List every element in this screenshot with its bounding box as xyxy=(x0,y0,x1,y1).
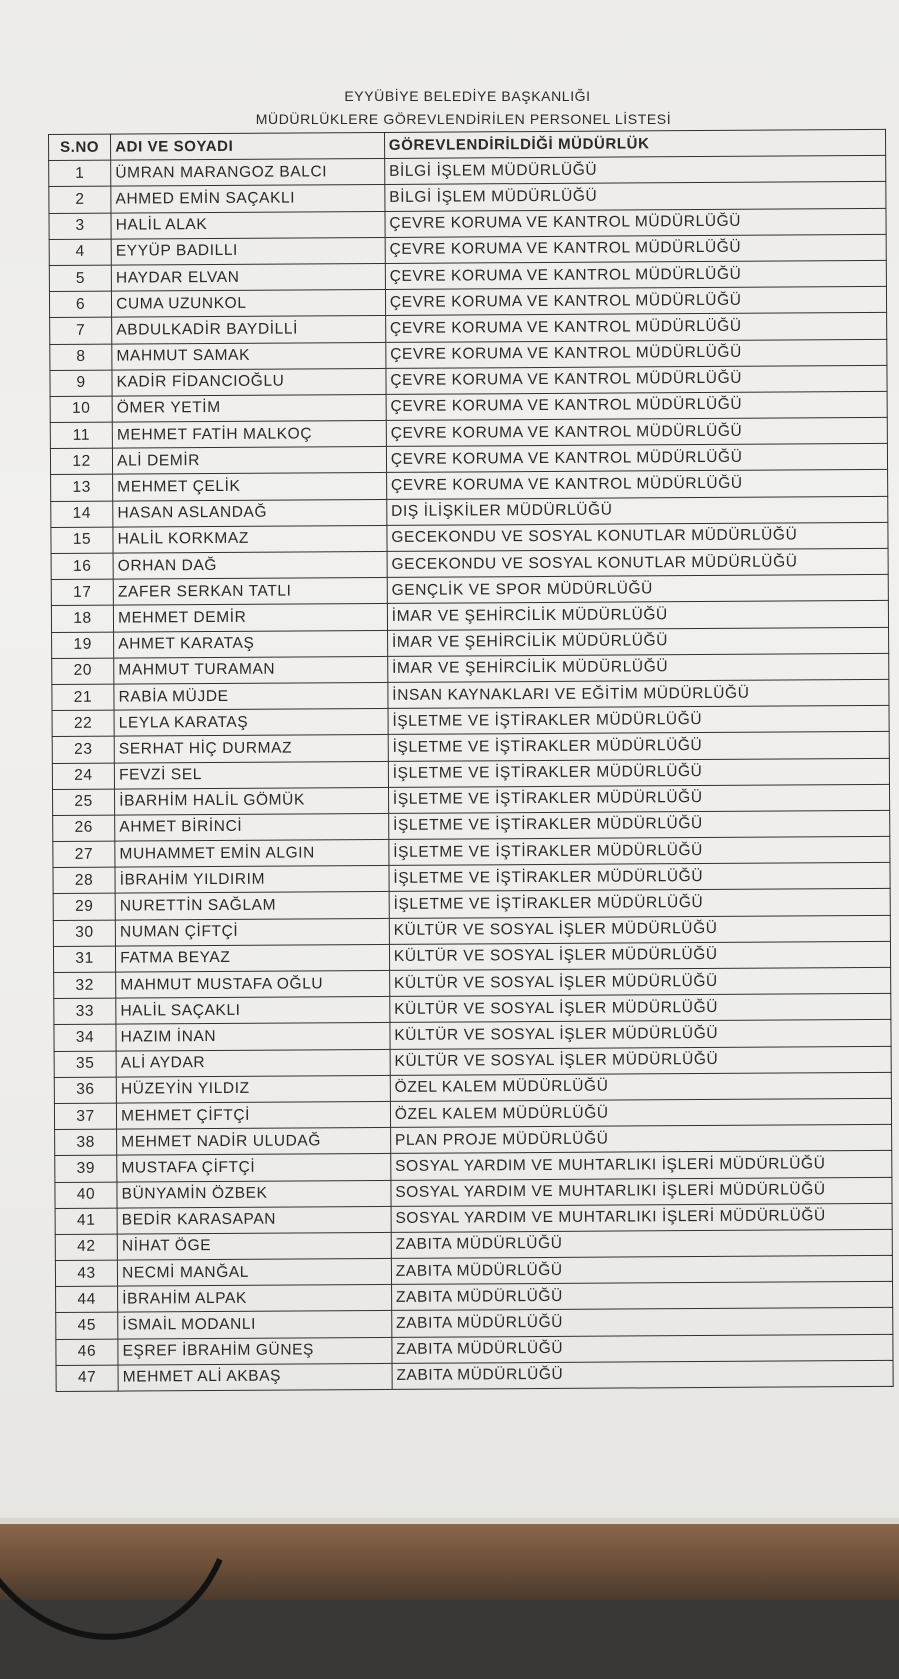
row-department: ÇEVRE KORUMA VE KANTROL MÜDÜRLÜĞÜ xyxy=(386,339,887,368)
personnel-table xyxy=(48,129,894,1392)
row-number: 38 xyxy=(55,1129,117,1156)
row-department: KÜLTÜR VE SOSYAL İŞLER MÜDÜRLÜĞÜ xyxy=(389,967,890,996)
row-number: 4 xyxy=(49,239,111,266)
row-department: İŞLETME VE İŞTİRAKLER MÜDÜRLÜĞÜ xyxy=(389,889,890,918)
row-name: ZAFER SERKAN TATLI xyxy=(113,578,387,606)
row-name: HAYDAR ELVAN xyxy=(111,263,385,291)
row-department: ZABITA MÜDÜRLÜĞÜ xyxy=(391,1229,892,1258)
row-name: İBRAHİM ALPAK xyxy=(118,1285,392,1313)
row-number: 2 xyxy=(49,186,111,213)
row-name: NECMİ MANĞAL xyxy=(118,1258,392,1286)
row-department: ZABITA MÜDÜRLÜĞÜ xyxy=(391,1282,892,1311)
row-number: 26 xyxy=(53,815,115,842)
row-name: MUSTAFA ÇİFTÇİ xyxy=(117,1154,391,1182)
row-department: ZABITA MÜDÜRLÜĞÜ xyxy=(391,1255,892,1284)
row-number: 1 xyxy=(49,160,111,187)
row-name: HALİL KORKMAZ xyxy=(113,525,387,553)
row-number: 12 xyxy=(50,448,112,475)
row-department: ZABITA MÜDÜRLÜĞÜ xyxy=(392,1360,893,1389)
row-name: FATMA BEYAZ xyxy=(116,944,390,972)
row-number: 35 xyxy=(54,1051,116,1078)
row-name: LEYLA KARATAŞ xyxy=(114,709,388,737)
row-number: 22 xyxy=(52,710,114,737)
row-number: 30 xyxy=(53,920,115,947)
row-department: İNSAN KAYNAKLARI VE EĞİTİM MÜDÜRLÜĞÜ xyxy=(388,679,889,708)
row-number: 28 xyxy=(53,867,115,894)
row-number: 36 xyxy=(54,1077,116,1104)
row-department: ÇEVRE KORUMA VE KANTROL MÜDÜRLÜĞÜ xyxy=(385,313,886,342)
row-department: İŞLETME VE İŞTİRAKLER MÜDÜRLÜĞÜ xyxy=(389,836,890,865)
row-name: BEDİR KARASAPAN xyxy=(117,1206,391,1234)
row-number: 7 xyxy=(50,317,112,344)
header-sno: S.NO xyxy=(49,134,111,161)
row-department: ÇEVRE KORUMA VE KANTROL MÜDÜRLÜĞÜ xyxy=(385,260,886,289)
row-number: 47 xyxy=(56,1365,118,1392)
row-department: GECEKONDU VE SOSYAL KONUTLAR MÜDÜRLÜĞÜ xyxy=(387,548,888,577)
row-department: KÜLTÜR VE SOSYAL İŞLER MÜDÜRLÜĞÜ xyxy=(390,994,891,1023)
row-name: NURETTİN SAĞLAM xyxy=(115,892,389,920)
row-department: SOSYAL YARDIM VE MUHTARLIKI İŞLERİ MÜDÜRLÜĞÜ xyxy=(391,1177,892,1206)
row-name: MEHMET ÇİFTÇİ xyxy=(117,1101,391,1129)
row-name: AHMED EMİN SAÇAKLI xyxy=(111,185,385,213)
row-number: 19 xyxy=(52,632,114,659)
row-name: MEHMET ÇELİK xyxy=(113,473,387,501)
row-name: NİHAT ÖGE xyxy=(117,1232,391,1260)
row-number: 11 xyxy=(50,422,112,449)
row-number: 6 xyxy=(49,291,111,318)
document-subtitle: MÜDÜRLÜKLERE GÖREVLENDİRİLEN PERSONEL LİSTESİ xyxy=(255,111,672,127)
row-department: ÇEVRE KORUMA VE KANTROL MÜDÜRLÜĞÜ xyxy=(386,391,887,420)
row-name: AHMET BİRİNCİ xyxy=(115,813,389,841)
row-name: ORHAN DAĞ xyxy=(113,551,387,579)
header-department: GÖREVLENDİRİLDİĞİ MÜDÜRLÜK xyxy=(384,129,885,158)
table-row xyxy=(56,1360,893,1391)
row-department: SOSYAL YARDIM VE MUHTARLIKI İŞLERİ MÜDÜRLÜĞÜ xyxy=(391,1203,892,1232)
table-body xyxy=(49,156,894,1392)
row-number: 20 xyxy=(52,658,114,685)
row-name: ÜMRAN MARANGOZ BALCI xyxy=(111,159,385,187)
row-department: DIŞ İLİŞKİLER MÜDÜRLÜĞÜ xyxy=(387,496,888,525)
row-department: ÖZEL KALEM MÜDÜRLÜĞÜ xyxy=(390,1098,891,1127)
row-name: ABDULKADİR BAYDİLLİ xyxy=(112,316,386,344)
row-name: MAHMUT MUSTAFA OĞLU xyxy=(116,970,390,998)
row-name: SERHAT HİÇ DURMAZ xyxy=(114,735,388,763)
row-department: ÇEVRE KORUMA VE KANTROL MÜDÜRLÜĞÜ xyxy=(385,287,886,316)
row-number: 14 xyxy=(51,501,113,528)
row-number: 44 xyxy=(56,1286,118,1313)
row-department: GENÇLİK VE SPOR MÜDÜRLÜĞÜ xyxy=(387,575,888,604)
row-number: 9 xyxy=(50,370,112,397)
row-name: EŞREF İBRAHİM GÜNEŞ xyxy=(118,1337,392,1365)
row-name: MEHMET NADİR ULUDAĞ xyxy=(117,1128,391,1156)
row-number: 21 xyxy=(52,684,114,711)
row-name: MAHMUT TURAMAN xyxy=(114,656,388,684)
row-name: FEVZİ SEL xyxy=(114,761,388,789)
row-name: KADİR FİDANCIOĞLU xyxy=(112,368,386,396)
row-name: İBARHİM HALİL GÖMÜK xyxy=(115,787,389,815)
row-department: ZABITA MÜDÜRLÜĞÜ xyxy=(392,1334,893,1363)
row-name: HÜZEYİN YILDIZ xyxy=(116,1075,390,1103)
row-number: 15 xyxy=(51,527,113,554)
row-number: 10 xyxy=(50,396,112,423)
row-number: 41 xyxy=(55,1208,117,1235)
row-number: 5 xyxy=(49,265,111,292)
row-department: ÇEVRE KORUMA VE KANTROL MÜDÜRLÜĞÜ xyxy=(386,417,887,446)
row-number: 29 xyxy=(53,894,115,921)
row-number: 40 xyxy=(55,1182,117,1209)
row-department: İŞLETME VE İŞTİRAKLER MÜDÜRLÜĞÜ xyxy=(388,758,889,787)
row-number: 43 xyxy=(55,1260,117,1287)
row-number: 8 xyxy=(50,344,112,371)
row-department: GECEKONDU VE SOSYAL KONUTLAR MÜDÜRLÜĞÜ xyxy=(387,522,888,551)
row-department: KÜLTÜR VE SOSYAL İŞLER MÜDÜRLÜĞÜ xyxy=(389,941,890,970)
row-number: 3 xyxy=(49,213,111,240)
row-name: HAZIM İNAN xyxy=(116,1023,390,1051)
row-department: BİLGİ İŞLEM MÜDÜRLÜĞÜ xyxy=(384,156,885,185)
row-number: 42 xyxy=(55,1234,117,1261)
row-name: BÜNYAMİN ÖZBEK xyxy=(117,1180,391,1208)
row-number: 45 xyxy=(56,1313,118,1340)
row-name: HALİL SAÇAKLI xyxy=(116,997,390,1025)
row-number: 31 xyxy=(53,946,115,973)
row-department: İŞLETME VE İŞTİRAKLER MÜDÜRLÜĞÜ xyxy=(388,732,889,761)
row-number: 33 xyxy=(54,998,116,1025)
row-number: 17 xyxy=(51,579,113,606)
row-name: RABİA MÜJDE xyxy=(114,682,388,710)
row-number: 25 xyxy=(53,789,115,816)
row-name: MUHAMMET EMİN ALGIN xyxy=(115,839,389,867)
row-department: İMAR VE ŞEHİRCİLİK MÜDÜRLÜĞÜ xyxy=(388,653,889,682)
row-department: İŞLETME VE İŞTİRAKLER MÜDÜRLÜĞÜ xyxy=(388,810,889,839)
row-department: SOSYAL YARDIM VE MUHTARLIKI İŞLERİ MÜDÜRLÜĞÜ xyxy=(391,1151,892,1180)
row-department: KÜLTÜR VE SOSYAL İŞLER MÜDÜRLÜĞÜ xyxy=(389,915,890,944)
row-department: İŞLETME VE İŞTİRAKLER MÜDÜRLÜĞÜ xyxy=(388,705,889,734)
row-name: HALİL ALAK xyxy=(111,211,385,239)
row-name: İBRAHİM YILDIRIM xyxy=(115,866,389,894)
header-name: ADI VE SOYADI xyxy=(111,132,385,160)
row-name: MEHMET FATİH MALKOÇ xyxy=(112,421,386,449)
row-number: 32 xyxy=(54,972,116,999)
row-name: CUMA UZUNKOL xyxy=(112,290,386,318)
row-number: 13 xyxy=(51,475,113,502)
row-department: ÇEVRE KORUMA VE KANTROL MÜDÜRLÜĞÜ xyxy=(386,365,887,394)
row-number: 34 xyxy=(54,1024,116,1051)
row-department: İŞLETME VE İŞTİRAKLER MÜDÜRLÜĞÜ xyxy=(388,784,889,813)
row-name: İSMAİL MODANLI xyxy=(118,1311,392,1339)
row-number: 16 xyxy=(51,553,113,580)
row-name: MAHMUT SAMAK xyxy=(112,342,386,370)
row-name: ALİ DEMİR xyxy=(113,447,387,475)
row-department: ÇEVRE KORUMA VE KANTROL MÜDÜRLÜĞÜ xyxy=(386,470,887,499)
row-name: AHMET KARATAŞ xyxy=(114,630,388,658)
row-department: KÜLTÜR VE SOSYAL İŞLER MÜDÜRLÜĞÜ xyxy=(390,1020,891,1049)
row-number: 18 xyxy=(51,605,113,632)
row-department: ÇEVRE KORUMA VE KANTROL MÜDÜRLÜĞÜ xyxy=(385,208,886,237)
row-department: KÜLTÜR VE SOSYAL İŞLER MÜDÜRLÜĞÜ xyxy=(390,1046,891,1075)
row-name: ÖMER YETİM xyxy=(112,394,386,422)
row-name: MEHMET DEMİR xyxy=(114,604,388,632)
row-name: HASAN ASLANDAĞ xyxy=(113,499,387,527)
row-name: MEHMET ALİ AKBAŞ xyxy=(118,1363,392,1391)
row-department: İMAR VE ŞEHİRCİLİK MÜDÜRLÜĞÜ xyxy=(387,601,888,630)
row-number: 39 xyxy=(55,1155,117,1182)
row-number: 27 xyxy=(53,841,115,868)
row-name: ALİ AYDAR xyxy=(116,1049,390,1077)
row-department: İMAR VE ŞEHİRCİLİK MÜDÜRLÜĞÜ xyxy=(387,627,888,656)
row-department: ÇEVRE KORUMA VE KANTROL MÜDÜRLÜĞÜ xyxy=(386,444,887,473)
row-name: EYYÜP BADILLI xyxy=(111,237,385,265)
document-title: EYYÜBİYE BELEDİYE BAŞKANLIĞI xyxy=(344,88,591,104)
row-number: 24 xyxy=(52,763,114,790)
row-name: NUMAN ÇİFTÇİ xyxy=(115,918,389,946)
row-department: ÖZEL KALEM MÜDÜRLÜĞÜ xyxy=(390,1072,891,1101)
row-department: İŞLETME VE İŞTİRAKLER MÜDÜRLÜĞÜ xyxy=(389,863,890,892)
row-department: ÇEVRE KORUMA VE KANTROL MÜDÜRLÜĞÜ xyxy=(385,234,886,263)
row-number: 46 xyxy=(56,1339,118,1366)
row-department: ZABITA MÜDÜRLÜĞÜ xyxy=(392,1308,893,1337)
row-number: 37 xyxy=(54,1103,116,1130)
row-department: PLAN PROJE MÜDÜRLÜĞÜ xyxy=(390,1124,891,1153)
row-department: BİLGİ İŞLEM MÜDÜRLÜĞÜ xyxy=(385,182,886,211)
row-number: 23 xyxy=(52,736,114,763)
